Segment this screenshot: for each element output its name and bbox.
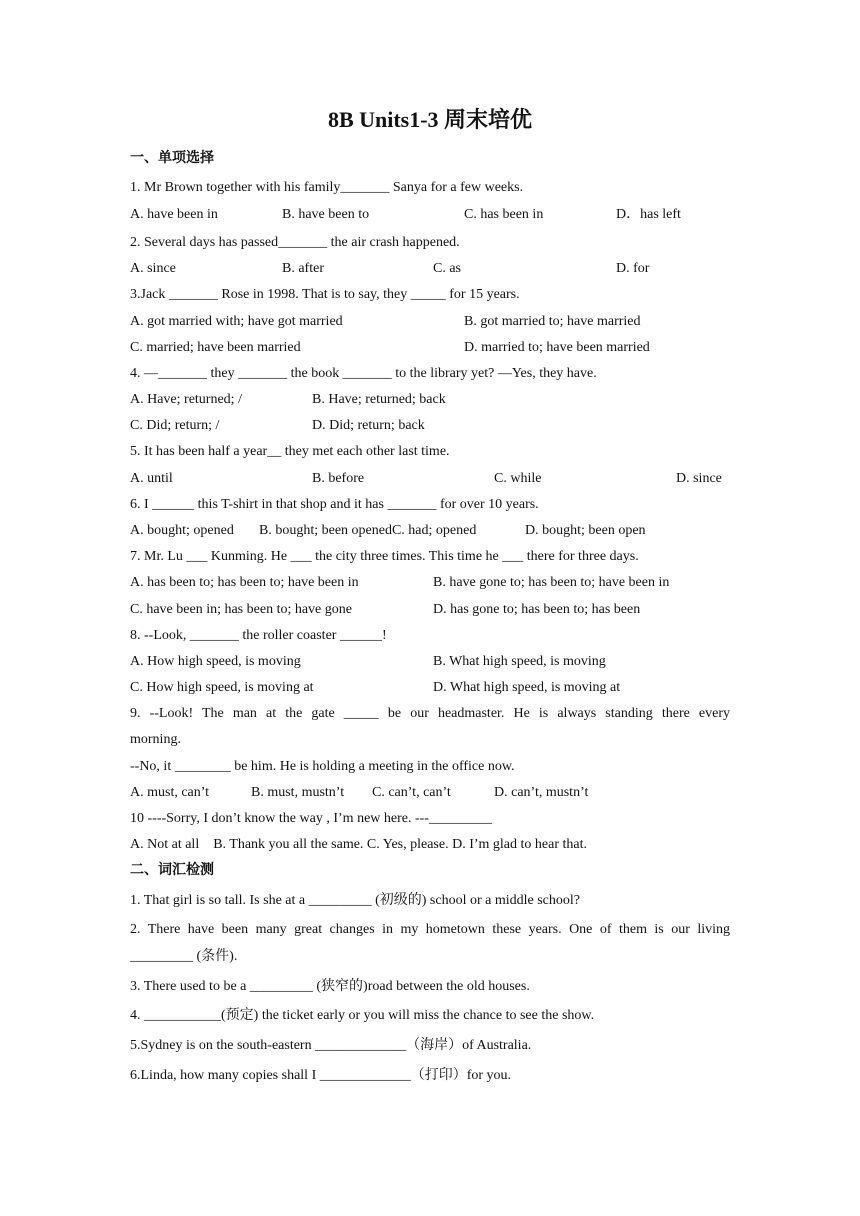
question-9-stem-line-3: --No, it ________ be him. He is holding a meeting in the office now. [130, 759, 515, 774]
question-9-stem-line-2: morning. [130, 732, 181, 747]
question-7-option-b: B. have gone to; has been to; have been in [433, 575, 670, 590]
question-7-stem: 7. Mr. Lu ___ Kunming. He ___ the city three times. This time he ___ there for three days. [130, 549, 639, 564]
question-8-option-d: D. What high speed, is moving at [433, 680, 621, 695]
question-3-stem: 3.Jack _______ Rose in 1998. That is to say, they _____ for 15 years. [130, 287, 520, 302]
vocab-item-2-line-2: _________ (条件). [130, 949, 238, 964]
question-6-option-b-c: B. bought; been openedC. had; opened [259, 523, 477, 538]
question-4-option-c: C. Did; return; / [130, 418, 220, 433]
section-heading-multiple-choice: 一、单项选择 [130, 151, 214, 166]
question-5-option-a: A. until [130, 471, 173, 486]
question-2-option-a: A. since [130, 261, 176, 276]
question-5-option-d: D. since [676, 471, 722, 486]
question-4-option-d: D. Did; return; back [312, 418, 425, 433]
question-5-option-c: C. while [494, 471, 542, 486]
question-2-option-c: C. as [433, 261, 461, 276]
page-title: 8B Units1-3 周末培优 [327, 107, 533, 132]
question-6-stem: 6. I ______ this T-shirt in that shop and it has _______ for over 10 years. [130, 497, 539, 512]
question-8-option-a: A. How high speed, is moving [130, 654, 301, 669]
vocab-item-4: 4. ___________(预定) the ticket early or you will miss the chance to see the show. [130, 1008, 595, 1023]
question-3-option-a: A. got married with; have got married [130, 314, 343, 329]
question-8-stem: 8. --Look, _______ the roller coaster ______! [130, 628, 387, 643]
vocab-item-6: 6.Linda, how many copies shall I _____________（打印）for you. [130, 1068, 512, 1083]
question-9-option-c: C. can’t, can’t [372, 785, 451, 800]
vocab-item-2-line-1: 2. There have been many great changes in my hometown these years. One of them is our living [130, 922, 730, 937]
question-7-option-c: C. have been in; has been to; have gone [130, 602, 352, 617]
question-1-stem: 1. Mr Brown together with his family_______ Sanya for a few weeks. [130, 180, 524, 195]
question-4-stem: 4. —_______ they _______ the book _______ to the library yet? —Yes, they have. [130, 366, 597, 381]
question-9-stem-line-1: 9. --Look! The man at the gate _____ be our headmaster. He is always standing there every [130, 706, 730, 721]
question-9-option-d: D. can’t, mustn’t [494, 785, 589, 800]
question-9-option-a: A. must, can’t [130, 785, 210, 800]
question-9-option-b: B. must, mustn’t [251, 785, 345, 800]
question-2-stem: 2. Several days has passed_______ the air crash happened. [130, 235, 460, 250]
question-5-option-b: B. before [312, 471, 365, 486]
question-7-option-a: A. has been to; has been to; have been in [130, 575, 359, 590]
question-10-stem: 10 ----Sorry, I don’t know the way , I’m new here. ---_________ [130, 811, 492, 826]
question-6-option-a: A. bought; opened [130, 523, 234, 538]
question-4-option-b: B. Have; returned; back [312, 392, 446, 407]
vocab-item-3: 3. There used to be a _________ (狭窄的)road between the old houses. [130, 979, 530, 994]
vocab-item-5: 5.Sydney is on the south-eastern _____________（海岸）of Australia. [130, 1038, 532, 1053]
question-8-option-c: C. How high speed, is moving at [130, 680, 314, 695]
question-4-option-a: A. Have; returned; / [130, 392, 242, 407]
question-1-option-a: A. have been in [130, 207, 218, 222]
question-1-option-c: C. has been in [464, 207, 544, 222]
question-7-option-d: D. has gone to; has been to; has been [433, 602, 641, 617]
section-heading-vocabulary: 二、词汇检测 [130, 863, 214, 878]
question-3-option-b: B. got married to; have married [464, 314, 641, 329]
question-1-option-d: D．has left [616, 207, 681, 222]
question-8-option-b: B. What high speed, is moving [433, 654, 606, 669]
question-2-option-b: B. after [282, 261, 324, 276]
question-6-option-d: D. bought; been open [525, 523, 646, 538]
vocab-item-1: 1. That girl is so tall. Is she at a _________ (初级的) school or a middle school? [130, 893, 581, 908]
question-5-stem: 5. It has been half a year__ they met each other last time. [130, 444, 450, 459]
question-3-option-c: C. married; have been married [130, 340, 301, 355]
question-3-option-d: D. married to; have been married [464, 340, 650, 355]
question-10-options: A. Not at all B. Thank you all the same. C. Yes, please. D. I’m glad to hear that. [130, 837, 587, 852]
question-1-option-b: B. have been to [282, 207, 370, 222]
question-2-option-d: D. for [616, 261, 650, 276]
